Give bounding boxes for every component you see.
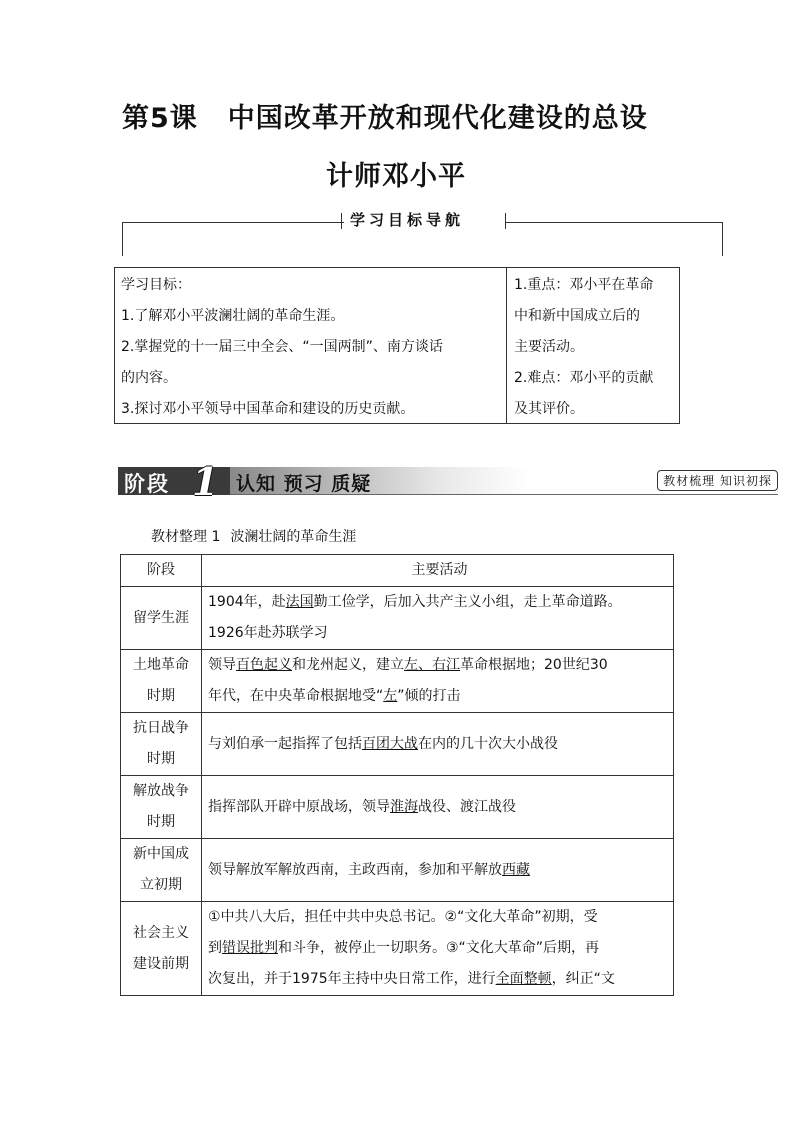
key-term: 法国 [285,594,314,610]
activity-cell [202,587,674,650]
stage-name: 土地革命 [133,657,189,673]
key-term: 左 [383,688,398,704]
guide-rule-right [506,222,722,223]
activity-cell [202,776,674,839]
table-row [121,650,674,713]
key-term: 左、右江 [404,657,460,673]
stage-cell [121,902,202,996]
activity-cell [202,713,674,776]
stage-cell [121,650,202,713]
table-row [121,587,674,650]
activity-text: 领导解放军解放西南，主政西南，参加和平解放 [208,861,502,878]
section-subtitle: 波澜壮阔的革命生涯 [230,529,357,545]
activity-text: 勤工俭学，后加入共产主义小组，走上革命道路。 [313,594,622,610]
key-points [507,268,679,423]
activity-text: 指挥部队开辟中原战场，领导 [208,798,390,815]
lesson-title-line1 [122,96,648,135]
activity-cell [202,650,674,713]
guide-bracket-left [122,222,123,256]
activity-text: 革命根据地；20世纪30 [460,657,608,673]
study-guide-heading: 学习目标导航 [350,211,465,229]
stage-name: 抗日战争 [133,720,189,736]
activity-text: 年代，在中央革命根据地受“ [208,688,384,704]
header-stage: 阶段 [121,555,202,587]
activity-cell [202,839,674,902]
activity-line [208,681,671,712]
table-header-row [121,555,674,587]
stage-name: 解放战争 [133,783,189,799]
key-term: 西藏 [502,861,530,878]
activity-text: 在内的几十次大小战役 [418,735,558,752]
stage-name: 建设前期 [133,955,189,972]
activity-text: 1904年，赴 [208,594,286,610]
stage-name: 社会主义 [133,924,189,941]
table-row [121,713,674,776]
lesson-title-line2: 计师邓小平 [326,161,466,192]
lesson-title-text: 中国改革开放和现代化建设的总设 [227,103,648,134]
key-term: 错误批判 [222,940,278,956]
activity-line [208,855,671,886]
objective-line: 1.了解邓小平波澜壮阔的革命生涯。 [121,308,345,324]
stage-name: 立初期 [140,877,182,893]
key-point-line: 中和新中国成立后的 [514,308,640,324]
activity-text: 和龙州起义，建立 [292,657,404,673]
stage-name: 时期 [147,814,175,830]
table-row [121,902,674,996]
activity-text: ①中共八大后，担任中共中央总书记。②“文化大革命”初期，受 [208,909,598,925]
key-point-line: 2.难点：邓小平的贡献 [514,370,654,386]
stage-banner [118,459,778,504]
stage-label: 阶段 [124,472,170,496]
key-term: 淮海 [390,798,418,815]
section-heading [151,526,356,546]
guide-tick-left [341,213,342,229]
activity-text: ，纠正“文 [551,971,615,987]
key-point-line: 1.重点：邓小平在革命 [514,277,654,293]
stage-cell [121,839,202,902]
objectives-list [115,268,507,423]
activity-text: 1926年赴苏联学习 [208,625,328,641]
objective-line: 3.探讨邓小平领导中国革命和建设的历史贡献。 [121,401,415,417]
table-row [121,839,674,902]
stage-name: 新中国成 [133,846,189,862]
table-row [121,776,674,839]
activity-line [208,650,671,681]
section-title: 教材整理 1 [151,529,221,545]
guide-bracket-right [722,222,723,256]
stage-divider [230,494,778,495]
stage-cell [121,587,202,650]
guide-rule-left [122,222,344,223]
activity-text: 到 [208,940,222,956]
stage-name: 时期 [147,751,175,767]
key-term: 百团大战 [362,735,418,752]
objectives-box [114,267,680,424]
stage-name: 时期 [147,688,175,704]
activity-text: 与刘伯承一起指挥了包括 [208,735,362,752]
activity-line [208,587,671,618]
activity-text: ”倾的打击 [397,688,461,704]
stage-cell [121,713,202,776]
activity-text: 领导 [208,657,236,673]
activity-line [208,618,671,649]
key-term: 百色起义 [236,657,292,673]
key-point-line: 及其评价。 [514,401,584,417]
activity-line [208,964,671,995]
stage-badge: 教材梳理 知识初探 [657,470,778,491]
activity-text: 战役、渡江战役 [418,798,516,815]
guide-tick-right [505,213,506,229]
stage-title: 认知 预习 质疑 [236,473,372,495]
lesson-number: 第5课 [122,103,198,134]
activity-cell [202,902,674,996]
activity-line [208,792,671,823]
activity-line [208,729,671,760]
stage-number: 1 [192,459,219,504]
stage-name: 留学生涯 [133,609,189,626]
key-term: 全面整顿 [495,971,552,987]
activity-line [208,933,671,964]
activity-line [208,902,671,933]
header-activity: 主要活动 [202,555,674,587]
stage-cell [121,776,202,839]
objective-line: 学习目标： [121,277,191,293]
activity-text: 和斗争，被停止一切职务。③“文化大革命”后期，再 [278,940,600,956]
activity-text: 次复出，并于1975年主持中央日常工作，进行 [208,971,496,987]
objective-line: 2.掌握党的十一届三中全会、“一国两制”、南方谈话 [121,339,443,355]
key-point-line: 主要活动。 [514,339,584,355]
career-table [120,554,674,996]
objective-line: 的内容。 [121,370,177,386]
